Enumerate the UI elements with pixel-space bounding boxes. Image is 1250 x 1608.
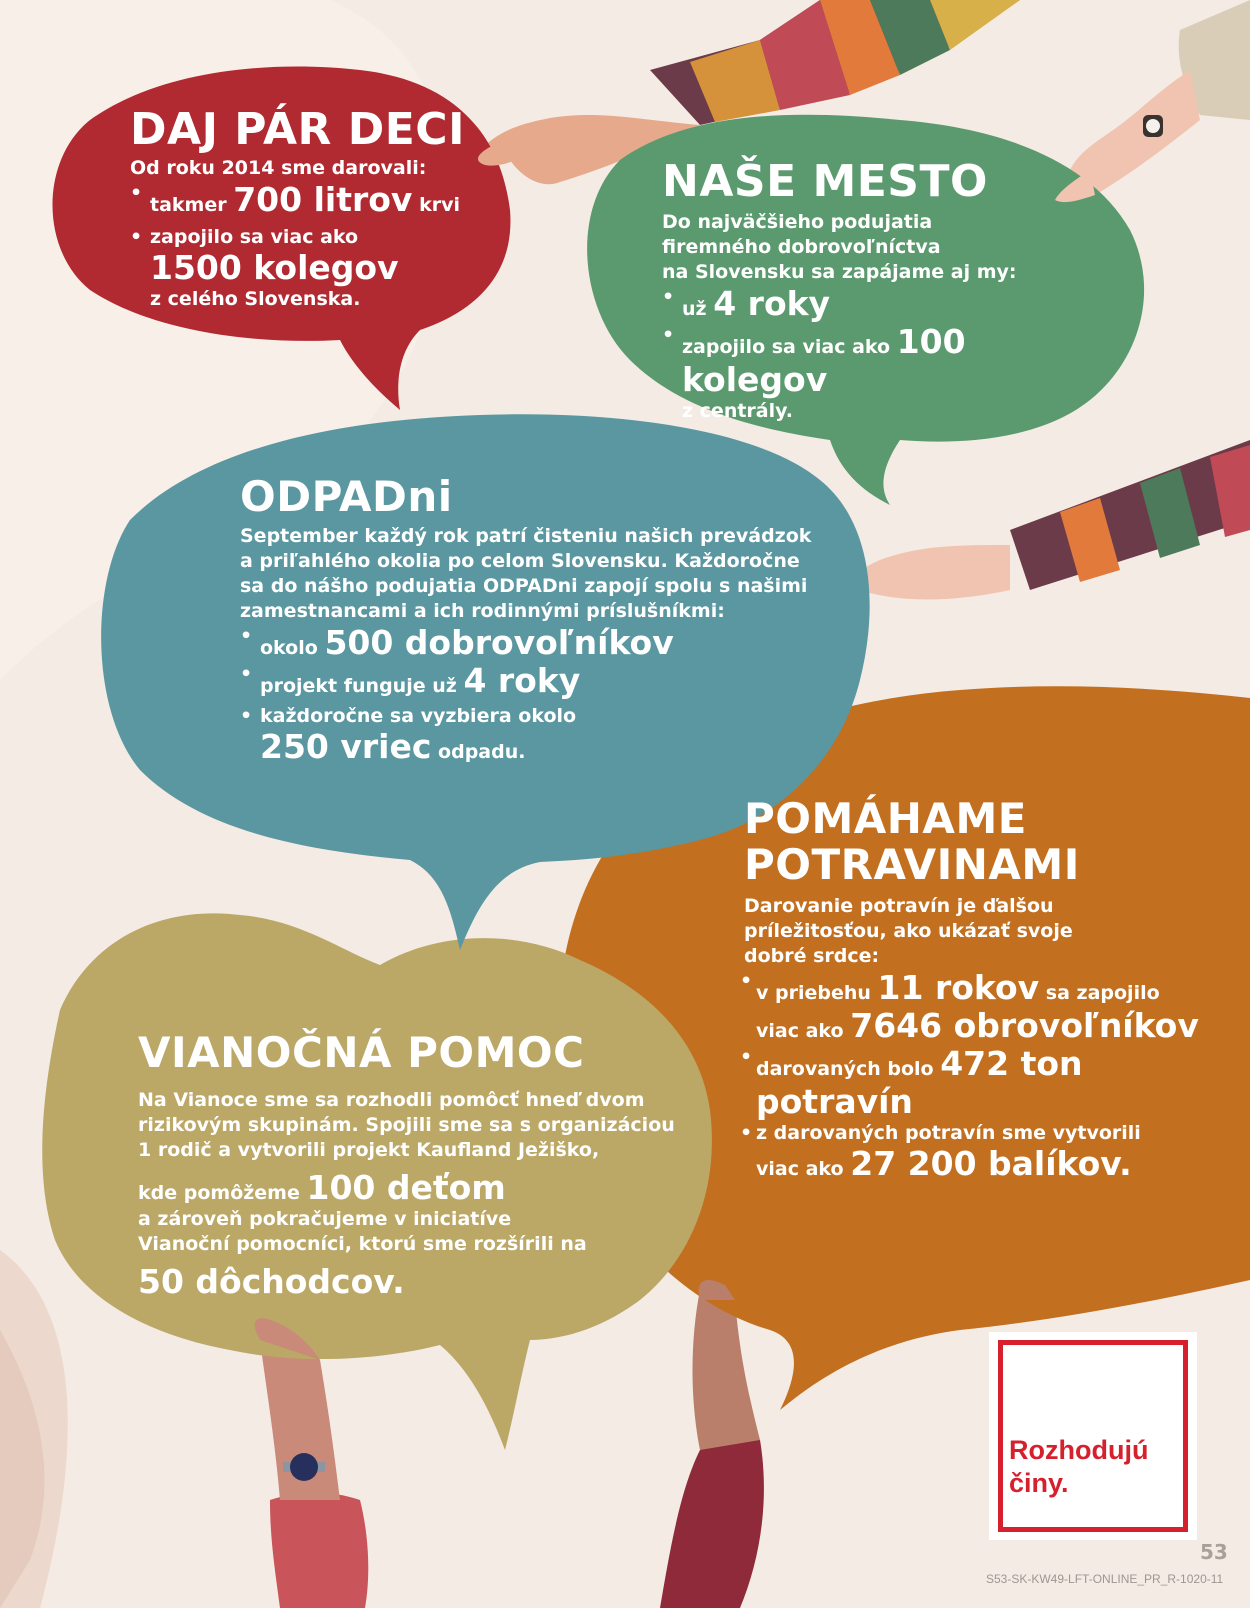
odpad-b2-big: 4 roky [463, 661, 581, 700]
odpad-bullet-2 [240, 662, 840, 700]
odpad-b1-pre: okolo [260, 637, 318, 659]
daj-bullet-1 [130, 181, 490, 219]
nase-b2-post: z centrály. [682, 400, 793, 422]
daj-b2-post: z celého Slovenska. [150, 288, 361, 310]
pomahame-list [740, 969, 1224, 1183]
nase-bullet-2 [662, 323, 1122, 423]
section-nase-mesto [662, 156, 1122, 423]
pomahame-bullet-1 [740, 969, 1224, 1045]
logo-line-1: Rozhodujú [1009, 1435, 1149, 1465]
nase-b2-big: 100 kolegov [682, 322, 966, 399]
sleeve-bottom-left [270, 1493, 368, 1608]
pomahame-intro-2: príležitosťou, ako ukázať svoje [744, 920, 1073, 942]
odpad-b3-post: odpadu. [438, 741, 526, 763]
daj-bullet-2 [130, 225, 490, 311]
odpad-intro-3: sa do nášho podujatia ODPADni zapojí spolu s našimi [240, 575, 808, 597]
odpad-bullet-1 [240, 624, 840, 662]
pomahame-b3-pre2: viac ako [756, 1158, 844, 1180]
section-daj-par-deci [130, 104, 490, 311]
pomahame-title-2: POTRAVINAMI [744, 840, 1080, 889]
daj-b1-pre: takmer [150, 194, 227, 216]
odpad-b3-pre: • každoročne sa vyzbiera okolo [260, 705, 577, 727]
section-vianocna-pomoc [138, 1028, 698, 1301]
daj-list [130, 181, 490, 311]
odpad-intro-4: zamestnancami a ich rodinnými príslušníkmi: [240, 600, 725, 622]
odpad-b3-big: 250 vriec [260, 727, 432, 766]
nase-bullet-1 [662, 285, 1122, 323]
pomahame-b1-big2: 7646 obrovoľníkov [850, 1006, 1199, 1045]
page-number: 53 [1200, 1540, 1228, 1564]
pomahame-b2-pre: darovaných bolo [756, 1058, 934, 1080]
odpad-b1-big: 500 dobrovoľníkov [324, 623, 674, 662]
pomahame-intro-3: dobré srdce: [744, 945, 880, 967]
daj-b1-post: krvi [419, 194, 460, 216]
pomahame-title-1: POMÁHAME [744, 794, 1027, 843]
logo-text [1009, 1434, 1148, 1500]
pomahame-b1-pre: v priebehu [756, 982, 871, 1004]
odpad-list [240, 624, 840, 766]
pomahame-b2-big2: potravín [756, 1082, 913, 1121]
daj-intro: Od roku 2014 sme darovali: [130, 157, 427, 179]
nase-intro-2: firemného dobrovoľníctva [662, 236, 941, 258]
pomahame-intro-1: Darovanie potravín je ďalšou [744, 895, 1054, 917]
daj-b1-big: 700 litrov [233, 180, 413, 219]
odpad-bullet-3 [240, 704, 840, 766]
logo-line-2: činy. [1009, 1468, 1069, 1498]
daj-b2-pre: • zapojilo sa viac ako [150, 226, 359, 248]
vianoce-p2-3: Vianoční pomocníci, ktorú sme rozšírili na [138, 1233, 587, 1255]
daj-b2-big: 1500 kolegov [150, 248, 399, 287]
daj-title: DAJ PÁR DECI [130, 104, 465, 155]
pomahame-b1-pre2: viac ako [756, 1020, 844, 1042]
vianoce-p2-big: 100 deťom [306, 1168, 506, 1207]
hand-middle-right [856, 545, 1010, 599]
document-code: S53-SK-KW49-LFT-ONLINE_PR_R-1020-11 [986, 1572, 1224, 1586]
striped-sleeve-middle [1010, 440, 1250, 590]
pomahame-b3-pre: • z darovaných potravín sme vytvorili [756, 1122, 1141, 1144]
nase-b2-pre: zapojilo sa viac ako [682, 336, 891, 358]
odpad-b2-pre: projekt funguje už [260, 675, 457, 697]
vianoce-p2-big2: 50 dôchodcov. [138, 1262, 405, 1301]
nase-intro-1: Do najväčšieho podujatia [662, 211, 933, 233]
vianoce-title: VIANOČNÁ POMOC [138, 1028, 585, 1077]
nase-title: NAŠE MESTO [662, 156, 988, 207]
odpad-intro-1: September každý rok patrí čisteniu našich prevádzok [240, 525, 812, 547]
vianoce-p2-pre: kde pomôžeme [138, 1182, 300, 1204]
pomahame-bullet-2 [740, 1045, 1224, 1121]
pomahame-b1-big: 11 rokov [877, 968, 1040, 1007]
nase-b1-big: 4 roky [713, 284, 831, 323]
vianoce-p2-line [138, 1169, 698, 1207]
odpad-intro-2: a priľahlého okolia po celom Slovensku. Každoročne [240, 550, 800, 572]
nase-list [662, 285, 1122, 423]
pomahame-b2-big: 472 ton [940, 1044, 1083, 1083]
kaufland-logo [989, 1332, 1197, 1540]
section-pomahame-potravinami [744, 796, 1224, 1183]
striped-sleeve-top [650, 0, 1020, 125]
nase-b1-pre: už [682, 298, 707, 320]
pomahame-b1-mid: sa zapojilo [1045, 982, 1160, 1004]
section-odpadni [240, 472, 840, 766]
pomahame-bullet-3 [740, 1121, 1224, 1183]
nase-intro-3: na Slovensku sa zapájame aj my: [662, 261, 1017, 283]
vianoce-p1-2: rizikovým skupinám. Spojili sme sa s organizáciou [138, 1114, 675, 1136]
sleeve-bottom-right [660, 1429, 764, 1608]
vianoce-p2-2: a zároveň pokračujeme v iniciatíve [138, 1208, 512, 1230]
odpad-title: ODPADni [240, 472, 453, 521]
pomahame-b3-big: 27 200 balíkov. [850, 1144, 1132, 1183]
vianoce-p1-1: Na Vianoce sme sa rozhodli pomôcť hneď dvom [138, 1089, 645, 1111]
vianoce-p1-3: 1 rodič a vytvorili projekt Kaufland Ježiško, [138, 1139, 600, 1161]
